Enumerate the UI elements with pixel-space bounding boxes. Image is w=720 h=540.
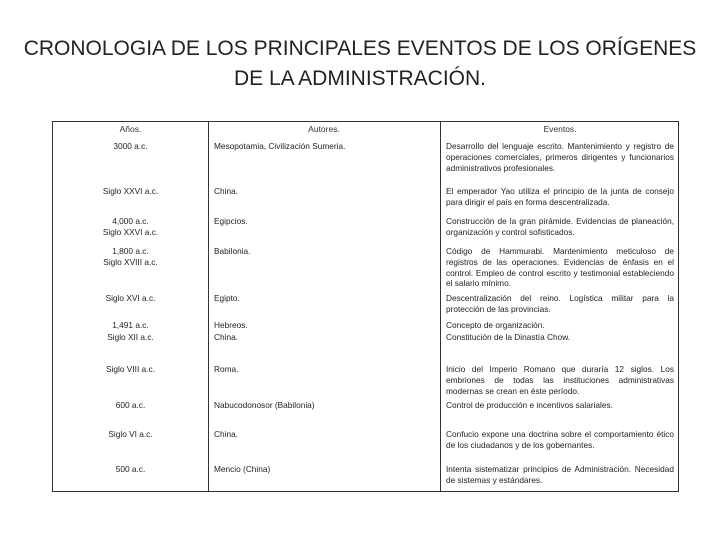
event-cell: Confucio expone una doctrina sobre el comportamiento ético de los ciudadanos y de los gobernantes. [446, 429, 674, 450]
year-cell: Siglo XII a.c. [107, 332, 154, 342]
year-cell: 4,000 a.c. [112, 216, 149, 226]
event-cell: Control de producción e incentivos salariales. [446, 400, 613, 410]
author-cell: Nabucodonosor (Babilonia) [214, 400, 315, 410]
year-cell: Siglo XVIII a.c. [103, 257, 158, 267]
year-cell: Siglo VIII a.c. [106, 364, 155, 374]
column-divider [440, 122, 441, 491]
event-cell: Intenta sistematizar principios de Administración. Necesidad de sistemas y estándares. [446, 464, 674, 485]
author-cell: Mesopotamia, Civilización Sumeria. [214, 141, 346, 151]
event-cell: Concepto de organización. [446, 320, 545, 330]
author-cell: China. [214, 186, 238, 196]
author-cell: Babilonia. [214, 246, 251, 256]
year-cell: 1,800 a.c. [112, 246, 149, 256]
year-cell: Siglo XXVI a.c. [102, 186, 159, 196]
year-cell: Siglo VI a.c. [108, 429, 153, 439]
event-cell: Descentralización del reino. Logística militar para la protección de las provincias. [446, 293, 674, 314]
title-line-1: CRONOLOGIA DE LOS PRINCIPALES EVENTOS DE LOS ORÍGENES [23, 37, 697, 60]
year-cell: 600 a.c. [115, 400, 146, 410]
column-divider [208, 122, 209, 491]
year-cell: Siglo XXVI a.c. [102, 227, 159, 237]
author-cell: Roma. [214, 364, 239, 374]
header-events: Eventos. [543, 124, 577, 134]
chronology-table [52, 121, 679, 492]
event-cell: El emperador Yao utiliza el principio de la junta de consejo para dirigir el país en forma descentralizada. [446, 186, 674, 207]
event-cell: Constitución de la Dinastía Chow. [446, 332, 571, 342]
title-line-2: DE LA ADMINISTRACIÓN. [233, 67, 487, 90]
author-cell: China. [214, 429, 238, 439]
event-cell: Inicio del Imperio Romano que duraría 12 siglos. Los embriones de todas las instituciones administrativas modernas se crean en éste período. [446, 364, 674, 396]
year-cell: Siglo XVI a.c. [105, 293, 156, 303]
author-cell: China. [214, 332, 238, 342]
page-title [20, 34, 700, 94]
header-authors: Autores. [308, 124, 340, 134]
event-cell: Desarrollo del lenguaje escrito. Mantenimiento y registro de operaciones comerciales, primeros dirigentes y funcionarios administrativos profesionales. [446, 141, 674, 173]
year-cell: 1,491 a.c. [112, 320, 149, 330]
author-cell: Egipto. [214, 293, 240, 303]
year-cell: 3000 a.c. [113, 141, 148, 151]
event-cell: Construcción de la gran pirámide. Evidencias de planeación, organización y control sofisticados. [446, 216, 674, 237]
author-cell: Egipcios. [214, 216, 248, 226]
event-cell: Código de Hammurabi. Mantenimiento meticuloso de registros de las operaciones. Evidencias de énfasis en el control. Empleo de control escrito y testimonial estableciendo el salario mínimo. [446, 246, 674, 289]
author-cell: Hebreos. [214, 320, 248, 330]
year-cell: 500 a.c. [115, 464, 146, 474]
header-years: Años. [119, 124, 142, 134]
author-cell: Mencio (China) [214, 464, 271, 474]
